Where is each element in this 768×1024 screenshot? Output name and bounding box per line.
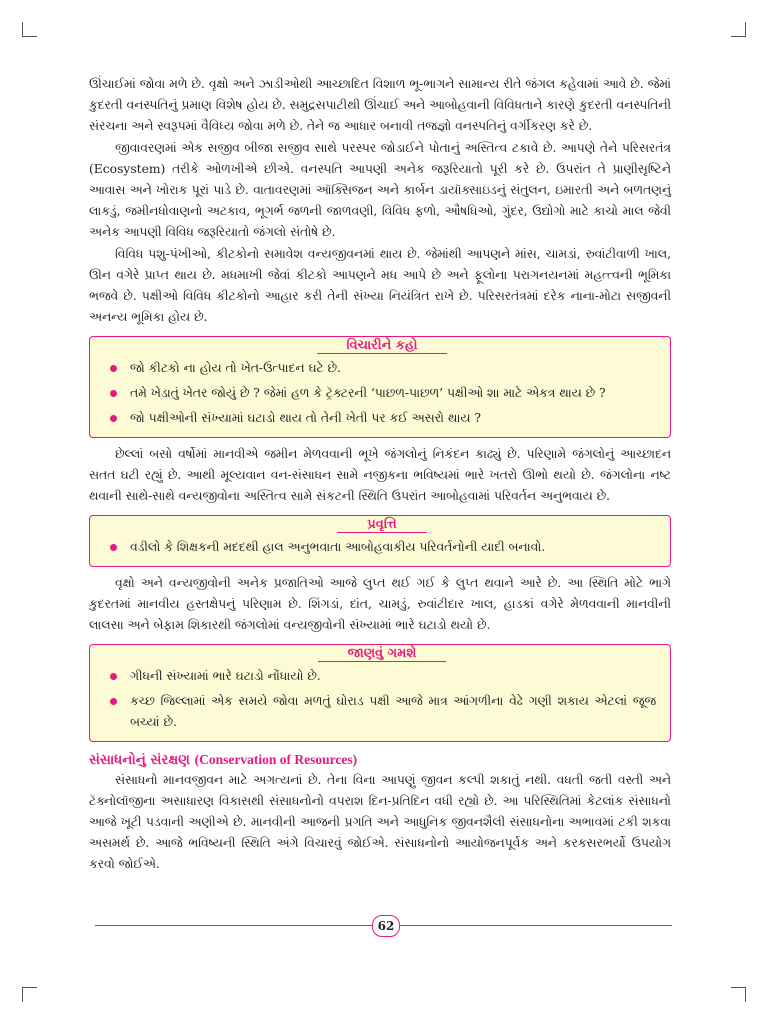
- paragraph-wildlife: વિવિધ પશુ-પંખીઓ, કીટકોનો સમાવેશ વન્યજીવનમાં થાય છે. જેમાંથી આપણને માંસ, ચામડાં, રુવાંટીવાળી ખાલ, ઊન વગેરે પ્રાપ્ત થાય છે. મધમાખી જેવાં કીટકો આપણને મધ આપે છે અને ફૂલોના પરાગનયનમાં મહત્ત્વની ભૂમિકા ભજવે છે. પક્ષીઓ વિવિધ કીટકોનો આહાર કરી તેની સંખ્યા નિયંત્રિત રાખે છે. પરિસરતંત્રમાં દરેક નાના-મોટા સજીવની અનન્ય ભૂમિકા હોય છે.: [89, 247, 671, 324]
- list-item: ગીધની સંખ્યામાં ભારે ઘટાડો નોંધાયો છે.: [108, 666, 656, 687]
- think-and-tell-title: વિચારીને કહો: [108, 337, 656, 356]
- think-and-tell-box: [89, 336, 671, 438]
- section-heading: [89, 752, 671, 768]
- paragraph-ecosystem: જીવાવરણમાં એક સજીવ બીજા સજીવ સાથે પરસ્પર જોડાઈને પોતાનું અસ્તિત્વ ટકાવે છે. આપણે તેને પરિસરતંત્ર (Ecosystem) તરીકે ઓળખીએ છીએ. વનસ્પતિ આપણી અનેક જરૂરિયાતો પૂરી કરે છે. ઉપરાંત તે પ્રાણીસૃષ્ટિને આવાસ અને ખોરાક પૂરાં પાડે છે. વાતાવરણમાં ઑક્સિજન અને કાર્બન ડાયૉક્સાઇડનું સંતુલન, ઇમારતી અને બળતણનું લાકડું, જમીનધોવાણનો અટકાવ, ભૂગર્ભ જળની જાળવણી, વિવિધ ફળો, ઔષધિઓ, ગુંદર, ઉદ્યોગો માટે કાચો માલ જેવી અનેક આપણી વિવિધ જરૂરિયાતો જંગલો સંતોષે છે.: [89, 141, 671, 239]
- paragraph-conservation: સંસાધનો માનવજીવન માટે અગત્યનાં છે. તેના વિના આપણું જીવન કલ્પી શકાતું નથી. વધતી જતી વસ્તી અને ટૅક્નોલૉજીના અસાધારણ વિકાસથી સંસાધનોનો વપરાશ દિન-પ્રતિદિન વધી રહ્યો છે. આ પરિસ્થિતિમાં કેટલાંક સંસાધનો આજે ખૂટી પડવાની અણીએ છે. માનવીની આજની પ્રગતિ અને આધુનિક જીવનશૈલી સંસાધનોના અભાવમાં ટકી શકવા અસમર્થ છે. આજે ભવિષ્યની સ્થિતિ અંગે વિચારવું જોઈએ. સંસાધનોનો આયોજનપૂર્વક અને કરકસરભર્યો ઉપયોગ કરવો જોઈએ.: [89, 773, 671, 871]
- crop-mark-bottom-left: [22, 987, 37, 1002]
- did-you-know-title: જાણવું ગમશે: [108, 645, 656, 664]
- bullet-icon: [110, 673, 117, 680]
- activity-list: [108, 537, 656, 558]
- crop-mark-top-left: [22, 22, 37, 37]
- bullet-icon: [110, 698, 117, 705]
- list-item: તમે ખેડાતું ખેતર જોયું છે ? જેમાં હળ કે ટ્રૅક્ટરની ‘પાછળ-પાછળ’ પક્ષીઓ શા માટે એકત્ર થાય છે ?: [108, 383, 656, 404]
- did-you-know-list: [108, 666, 656, 733]
- activity-title: પ્રવૃત્તિ: [108, 516, 656, 535]
- section-heading-gujarati: સંસાધનોનું સંરક્ષણ: [89, 752, 190, 768]
- list-item: વડીલો કે શિક્ષકની મદદથી હાલ અનુભવાતા આબોહવાકીય પરિવર્તનોની યાદી બનાવો.: [108, 537, 656, 558]
- section-heading-english: (Conservation of Resources): [194, 752, 358, 767]
- activity-box: [89, 515, 671, 567]
- crop-mark-top-right: [731, 22, 746, 37]
- page-content: [89, 74, 671, 875]
- bullet-icon: [110, 544, 117, 551]
- list-item: કચ્છ જિલ્લામાં એક સમયે જોવા મળતું ઘોરાડ પક્ષી આજે માત્ર આંગળીના વેઢે ગણી શકાય એટલાં જૂજ બચ્યાં છે.: [108, 691, 656, 733]
- bullet-icon: [110, 390, 117, 397]
- did-you-know-box: [89, 644, 671, 742]
- bullet-icon: [110, 415, 117, 422]
- list-item: જો કીટકો ના હોય તો ખેત-ઉત્પાદન ઘટે છે.: [108, 358, 656, 379]
- bullet-icon: [110, 365, 117, 372]
- list-item: જો પક્ષીઓની સંખ્યામાં ઘટાડો થાય તો તેની ખેતી પર કઈ અસરો થાય ?: [108, 408, 656, 429]
- crop-mark-bottom-right: [731, 987, 746, 1002]
- paragraph-deforestation: છેલ્લાં બસો વર્ષોમાં માનવીએ જમીન મેળવવાની ભૂખે જંગલોનું નિકંદન કાઢ્યું છે. પરિણામે જંગલોનું આચ્છાદન સતત ઘટી રહ્યું છે. આથી મૂલ્યવાન વન-સંસાધન સામે નજીકના ભવિષ્યમાં ભારે ખતરો ઊભો થયો છે. જંગલોના નષ્ટ થવાની સાથે-સાથે વન્યજીવોના અસ્તિત્વ સામે સંકટની સ્થિતિ ઉપરાંત આબોહવામાં પરિવર્તન અનુભવાય છે.: [89, 447, 671, 503]
- paragraph-forest-definition: ઊંચાઈમાં જોવા મળે છે. વૃક્ષો અને ઝાડીઓથી આચ્છાદિત વિશાળ ભૂ-ભાગને સામાન્ય રીતે જંગલ કહેવામાં આવે છે. જેમાં કુદરતી વનસ્પતિનું પ્રમાણ વિશેષ હોય છે. સમુદ્રસપાટીથી ઊંચાઈ અને આબોહવાની વિવિધતાને કારણે કુદરતી વનસ્પતિની સંરચના અને સ્વરૂપમાં વૈવિધ્ય જોવા મળે છે. તેને જ આધાર બનાવી તજજ્ઞો વનસ્પતિનું વર્ગીકરણ કરે છે.: [89, 77, 671, 133]
- think-and-tell-list: [108, 358, 656, 429]
- paragraph-extinction: વૃક્ષો અને વન્યજીવોની અનેક પ્રજાતિઓ આજે લુપ્ત થઈ ગઈ કે લુપ્ત થવાને આરે છે. આ સ્થિતિ મોટે ભાગે કુદરતમાં માનવીય હસ્તક્ષેપનું પરિણામ છે. શિંગડાં, દાંત, ચામડું, રુવાંટીદાર ખાલ, હાડકાં વગેરે મેળવવાની માનવીની લાલસા અને બેફામ શિકારથી જંગલોમાં વન્યજીવોની સંખ્યામાં ભારે ઘટાડો થયો છે.: [89, 576, 671, 632]
- page-number: 62: [372, 915, 400, 937]
